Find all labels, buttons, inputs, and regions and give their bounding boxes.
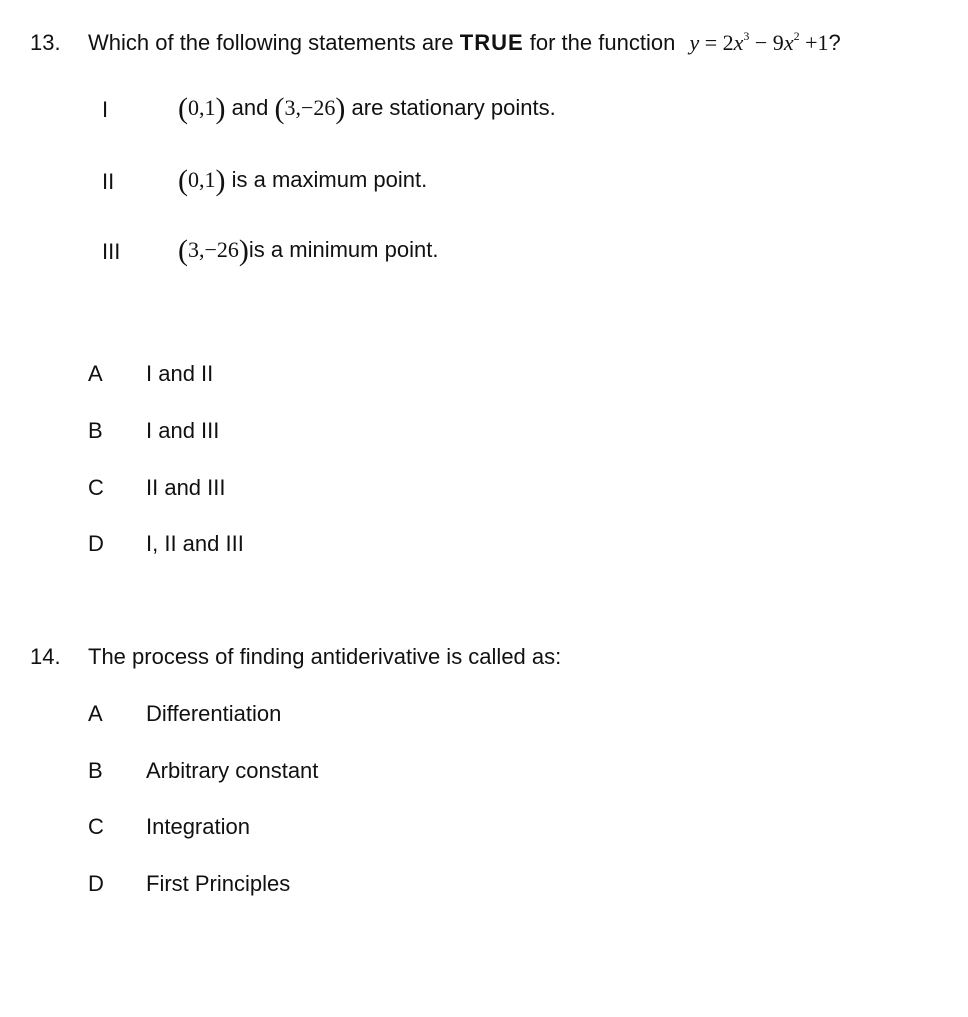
statement-text xyxy=(178,94,556,124)
question-mark: ? xyxy=(828,30,841,55)
option-text[interactable]: I, II and III xyxy=(146,531,244,556)
statement-roman: II xyxy=(102,169,115,194)
question-number: 14. xyxy=(30,644,61,669)
statement-roman: I xyxy=(102,97,109,122)
option-text[interactable]: Integration xyxy=(146,814,250,839)
point-1: (0,1) xyxy=(178,164,226,197)
func-exp1: 3 xyxy=(743,29,750,43)
option-text[interactable]: II and III xyxy=(146,475,226,500)
stem-suffix: for the function xyxy=(529,30,676,55)
option-letter[interactable]: B xyxy=(88,758,103,783)
option-letter[interactable]: C xyxy=(88,475,104,500)
stem-prefix: Which of the following statements are xyxy=(88,30,454,55)
func-end: +1 xyxy=(799,30,829,55)
option-text[interactable]: Arbitrary constant xyxy=(146,758,319,783)
statement-mid: and xyxy=(231,95,269,120)
option-text[interactable]: Differentiation xyxy=(146,701,282,726)
option-letter[interactable]: D xyxy=(88,871,104,896)
option-letter[interactable]: D xyxy=(88,531,104,556)
option-letter[interactable]: A xyxy=(88,701,103,726)
func-x1: x xyxy=(733,30,744,55)
option-text[interactable]: I and III xyxy=(146,418,220,443)
statement-text xyxy=(178,166,427,196)
option-letter[interactable]: C xyxy=(88,814,104,839)
stem-bold-true: TRUE xyxy=(459,30,524,55)
option-text[interactable]: I and II xyxy=(146,361,214,386)
func-eq: = 2 xyxy=(699,30,734,55)
function-expression xyxy=(689,30,828,55)
point-2: (3,−26) xyxy=(274,92,346,125)
func-mid: − 9 xyxy=(749,30,784,55)
statement-desc: is a maximum point. xyxy=(231,167,428,192)
func-exp2: 2 xyxy=(793,29,800,43)
option-text[interactable]: First Principles xyxy=(146,871,291,896)
point-1: (3,−26) xyxy=(178,234,249,267)
question-stem: The process of finding antiderivative is called as: xyxy=(88,644,562,669)
statement-desc: is a minimum point. xyxy=(248,237,439,262)
point-1: (0,1) xyxy=(178,92,226,125)
option-letter[interactable]: A xyxy=(88,361,103,386)
statement-desc: are stationary points. xyxy=(351,95,556,120)
question-number: 13. xyxy=(30,30,61,55)
func-x2: x xyxy=(783,30,794,55)
statement-text xyxy=(178,236,438,266)
option-letter[interactable]: B xyxy=(88,418,103,443)
question-stem xyxy=(88,29,841,55)
statement-roman: III xyxy=(102,239,121,264)
func-y: y xyxy=(689,30,700,55)
